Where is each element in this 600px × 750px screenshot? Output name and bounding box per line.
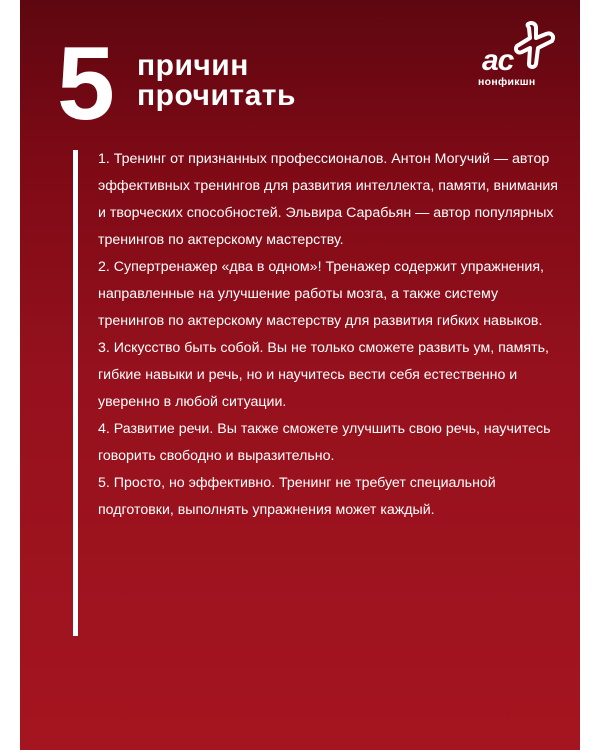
reasons-list	[98, 146, 558, 524]
reason-item: 1. Тренинг от признанных профессионалов. Антон Могучий — автор эффективных тренингов для развития интеллекта, памяти, внимания и творческих способностей. Эльвира Сарабьян — автор популярных тренингов по актерскому мастерству.	[98, 151, 558, 248]
reason-item: 5. Просто, но эффективно. Тренинг не требует специальной подготовки, выполнять упражнения может каждый.	[98, 475, 496, 518]
accent-bar	[73, 150, 78, 636]
reason-item: 4. Развитие речи. Вы также сможете улучшить свою речь, научитесь говорить свободно и выразительно.	[98, 421, 551, 464]
book-promo-card	[20, 0, 580, 750]
logo-subtitle: нонфикшн	[478, 76, 536, 88]
logo-brand: ас	[482, 44, 514, 77]
reason-item: 2. Супертренажер «два в одном»! Тренажер содержит упражнения, направленные на улучшение работы мозга, а также систему тренингов по актерскому мастерству для развития гибких навыков.	[98, 259, 544, 329]
headline	[137, 51, 296, 111]
big-number: 5	[57, 26, 113, 142]
reason-item: 3. Искусство быть собой. Вы не только сможете развить ум, память, гибкие навыки и речь, но и научитесь вести себя естественно и уверенно в любой ситуации.	[98, 340, 549, 410]
headline-line-2: прочитать	[137, 79, 296, 112]
headline-line-1: причин	[137, 49, 249, 82]
publisher-logo	[476, 20, 562, 96]
